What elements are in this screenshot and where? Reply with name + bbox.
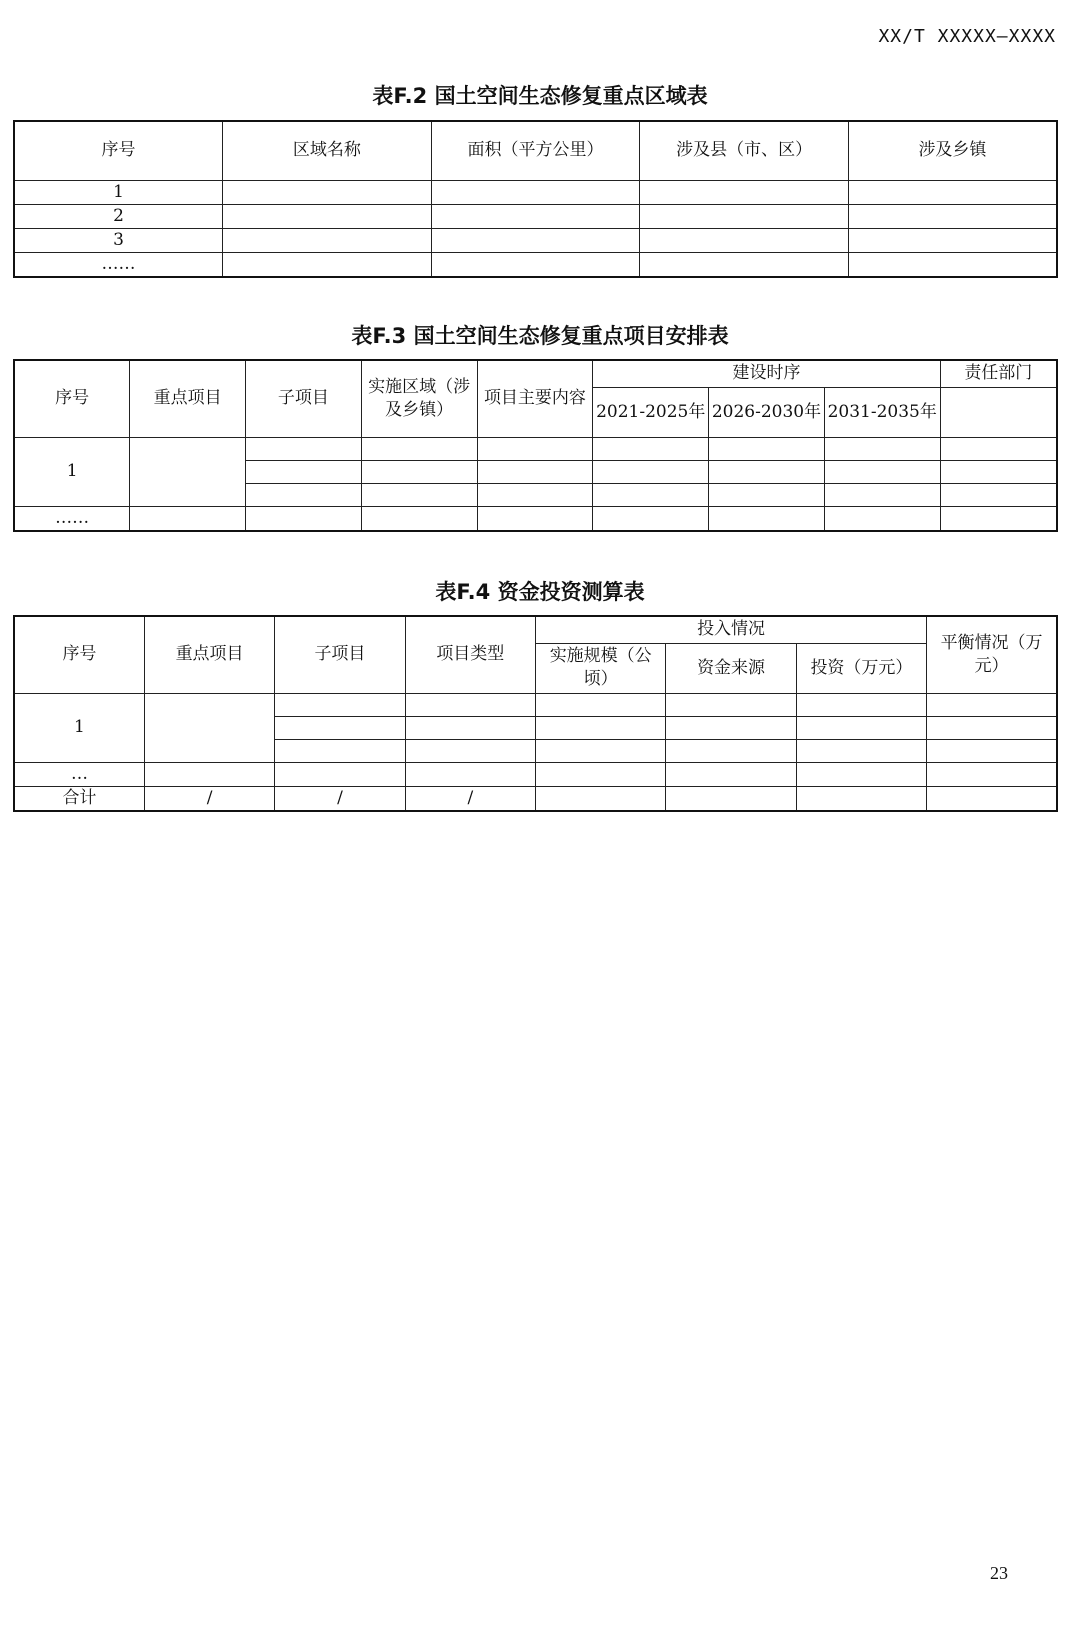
row-seq: 1 [14,693,144,762]
header-project-type: 项目类型 [405,616,535,693]
row-seq: 2 [14,204,223,228]
table-f4 [13,615,1058,812]
table-row [14,437,1057,460]
table-f2 [13,120,1058,278]
header-area: 面积（平方公里） [431,121,640,180]
header-responsible-dept: 责任部门 [940,360,1057,387]
slash-mark: / [275,786,405,811]
row-seq: 3 [14,228,223,252]
table-row [14,204,1057,228]
table-f3 [13,359,1058,532]
header-period-1: 2021-2025年 [593,387,709,437]
header-period-3: 2031-2035年 [824,387,940,437]
row-seq-ellipsis: …… [14,506,130,531]
table-row [14,762,1057,786]
table-row [14,693,1057,716]
header-investment-group: 投入情况 [536,616,927,643]
header-key-project: 重点项目 [130,360,246,437]
row-seq-ellipsis: … [14,762,144,786]
header-seq: 序号 [14,360,130,437]
header-main-content: 项目主要内容 [477,360,593,437]
header-key-project: 重点项目 [144,616,274,693]
table-row [14,228,1057,252]
table-row [14,180,1057,204]
header-investment: 投资（万元） [796,643,926,693]
total-label: 合计 [14,786,144,811]
table-f3-caption: 表F.3 国土空间生态修复重点项目安排表 [351,324,729,348]
header-balance: 平衡情况（万元） [927,616,1057,693]
header-region-name: 区域名称 [223,121,432,180]
document-code: XX/T XXXXX—XXXX [878,26,1056,47]
table-row [14,506,1057,531]
page-number: 23 [990,1563,1008,1583]
header-fund-source: 资金来源 [666,643,796,693]
header-seq: 序号 [14,121,223,180]
header-implementation-area: 实施区域（涉及乡镇） [361,360,477,437]
header-period-2: 2026-2030年 [709,387,825,437]
row-seq: 1 [14,180,223,204]
header-sub-project: 子项目 [275,616,405,693]
row-seq-ellipsis: …… [14,252,223,277]
slash-mark: / [405,786,535,811]
row-seq: 1 [14,437,130,506]
header-town: 涉及乡镇 [848,121,1057,180]
table-f4-caption: 表F.4 资金投资测算表 [435,580,645,604]
header-seq: 序号 [14,616,144,693]
header-scale: 实施规模（公顷） [536,643,666,693]
table-f2-caption: 表F.2 国土空间生态修复重点区域表 [372,84,708,108]
header-county: 涉及县（市、区） [640,121,849,180]
total-row [14,786,1057,811]
slash-mark: / [144,786,274,811]
table-row [14,252,1057,277]
header-schedule: 建设时序 [593,360,940,387]
header-sub-project: 子项目 [246,360,362,437]
